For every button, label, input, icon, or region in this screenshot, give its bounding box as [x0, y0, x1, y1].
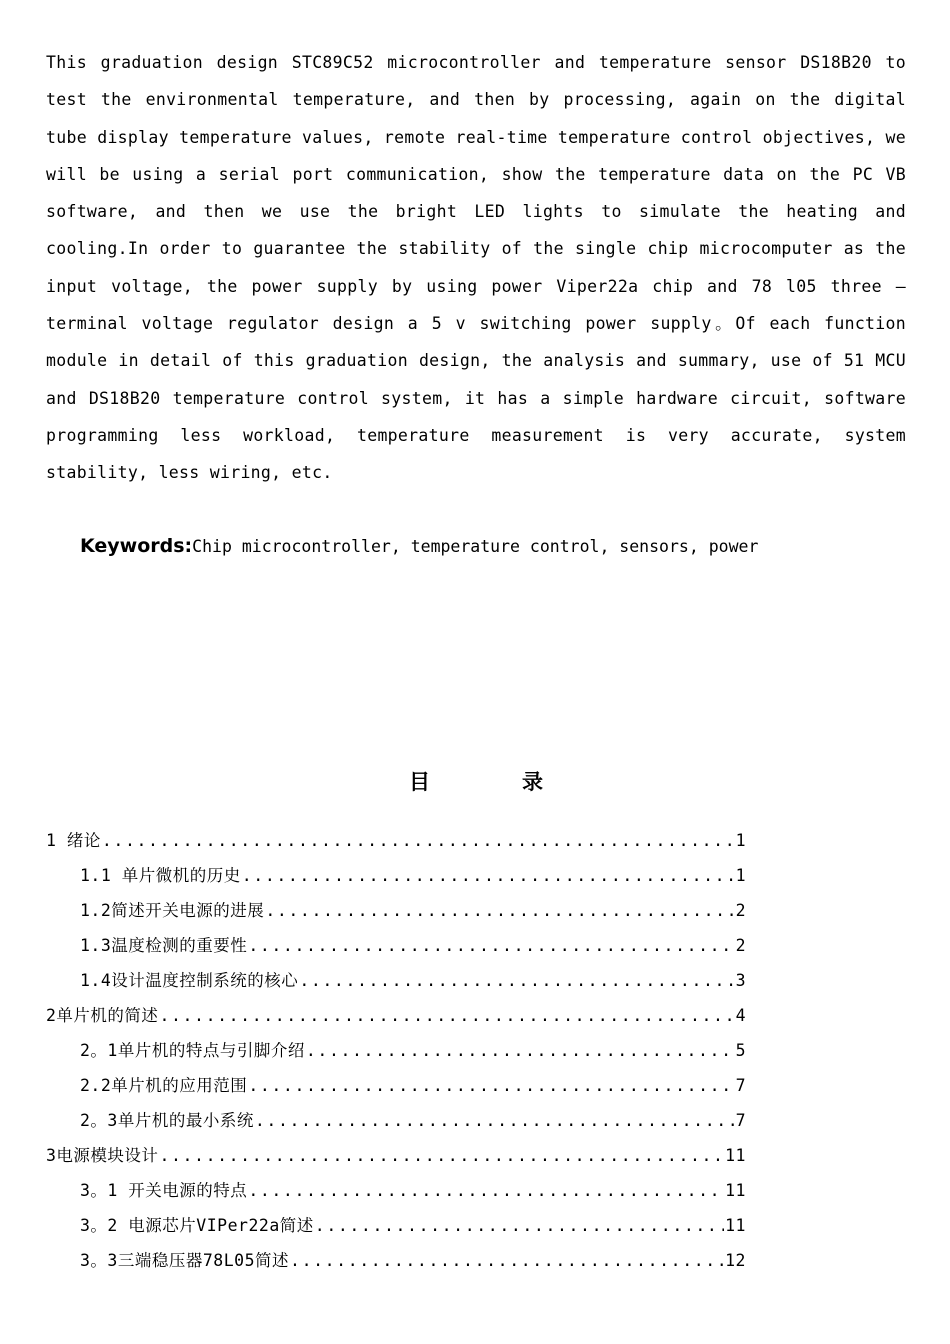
toc-leader-dots [248, 928, 734, 963]
toc-leader-dots [255, 1103, 735, 1138]
toc-entry-title: 1.3温度检测的重要性 [80, 936, 248, 955]
keywords-line [80, 530, 758, 563]
toc-entry-page: 5 [735, 1041, 746, 1060]
toc-entry-page: 4 [735, 1006, 746, 1025]
toc-leader-dots [242, 858, 735, 893]
toc-entry[interactable] [46, 1033, 746, 1068]
toc-title: 目录 [409, 770, 635, 794]
toc-entry-title: 3。2 电源芯片VIPer22a简述 [80, 1216, 314, 1235]
toc-leader-dots [315, 1208, 724, 1243]
toc-entry-page: 3 [735, 971, 746, 990]
toc-entry-title: 3电源模块设计 [46, 1146, 159, 1165]
toc-entry-page: 7 [735, 1111, 746, 1130]
toc-entry-title: 1.2简述开关电源的进展 [80, 901, 265, 920]
toc-entry[interactable] [46, 1103, 746, 1138]
toc-entry-title: 2单片机的简述 [46, 1006, 159, 1025]
toc-entry[interactable] [46, 858, 746, 893]
toc-entry-title: 2.2单片机的应用范围 [80, 1076, 248, 1095]
abstract-paragraph: This graduation design STC89C52 microcontroller and temperature sensor DS18B20 to test the environmental temperature, and then by processing, again on the digital tube display temperature values, remote real-time temperature control objectives, we will be using a serial port communication, show the temperature data on the PC VB software, and then we use the bright LED lights to simulate the heating and cooling.In order to guarantee the stability of the single chip microcomputer as the input voltage, the power supply by using power Viper22a chip and 78 l05 three —terminal voltage regulator design a 5 v switching power supply。Of each function module in detail of this graduation design, the analysis and summary, use of 51 MCU and DS18B20 temperature control system, it has a simple hardware circuit, software programming less workload, temperature measurement is very accurate, system stability, less wiring, etc. [46, 53, 906, 483]
toc-leader-dots [248, 1173, 724, 1208]
toc-entry-title: 1 绪论 [46, 831, 101, 850]
toc-entry-page: 11 [725, 1146, 746, 1165]
toc-entry-page: 1 [735, 831, 746, 850]
toc-entry[interactable] [46, 963, 746, 998]
toc-entry-page: 2 [735, 936, 746, 955]
toc-entry-page: 2 [735, 901, 746, 920]
toc-leader-dots [159, 998, 734, 1033]
toc-leader-dots [290, 1243, 724, 1278]
toc-leader-dots [306, 1033, 735, 1068]
toc-entry-title: 1.1 单片微机的历史 [80, 866, 241, 885]
toc-leader-dots [248, 1068, 734, 1103]
toc-entry[interactable] [46, 1243, 746, 1278]
toc-leader-dots [299, 963, 734, 998]
toc-entry[interactable] [46, 893, 746, 928]
toc-entry[interactable] [46, 1138, 746, 1173]
toc-entry-title: 2。1单片机的特点与引脚介绍 [80, 1041, 305, 1060]
toc-entry[interactable] [46, 1208, 746, 1243]
toc-leader-dots [102, 823, 735, 858]
toc-entry-title: 2。3单片机的最小系统 [80, 1111, 254, 1130]
keywords-value: Chip microcontroller, temperature control, sensors, power [192, 537, 759, 556]
toc-entry[interactable] [46, 1068, 746, 1103]
toc-entry[interactable] [46, 998, 746, 1033]
toc-entry-page: 11 [725, 1216, 746, 1235]
toc-leader-dots [265, 893, 734, 928]
toc-entry[interactable] [46, 928, 746, 963]
toc-entry-page: 1 [735, 866, 746, 885]
toc-entry[interactable] [46, 823, 746, 858]
toc-entry-page: 7 [735, 1076, 746, 1095]
table-of-contents [46, 823, 746, 1278]
keywords-label: Keywords: [80, 535, 193, 557]
toc-entry[interactable] [46, 1173, 746, 1208]
toc-leader-dots [159, 1138, 724, 1173]
toc-entry-title: 3。1 开关电源的特点 [80, 1181, 248, 1200]
toc-entry-page: 11 [725, 1181, 746, 1200]
toc-entry-page: 12 [725, 1251, 746, 1270]
toc-entry-title: 1.4设计温度控制系统的核心 [80, 971, 299, 990]
toc-entry-title: 3。3三端稳压器78L05简述 [80, 1251, 290, 1270]
